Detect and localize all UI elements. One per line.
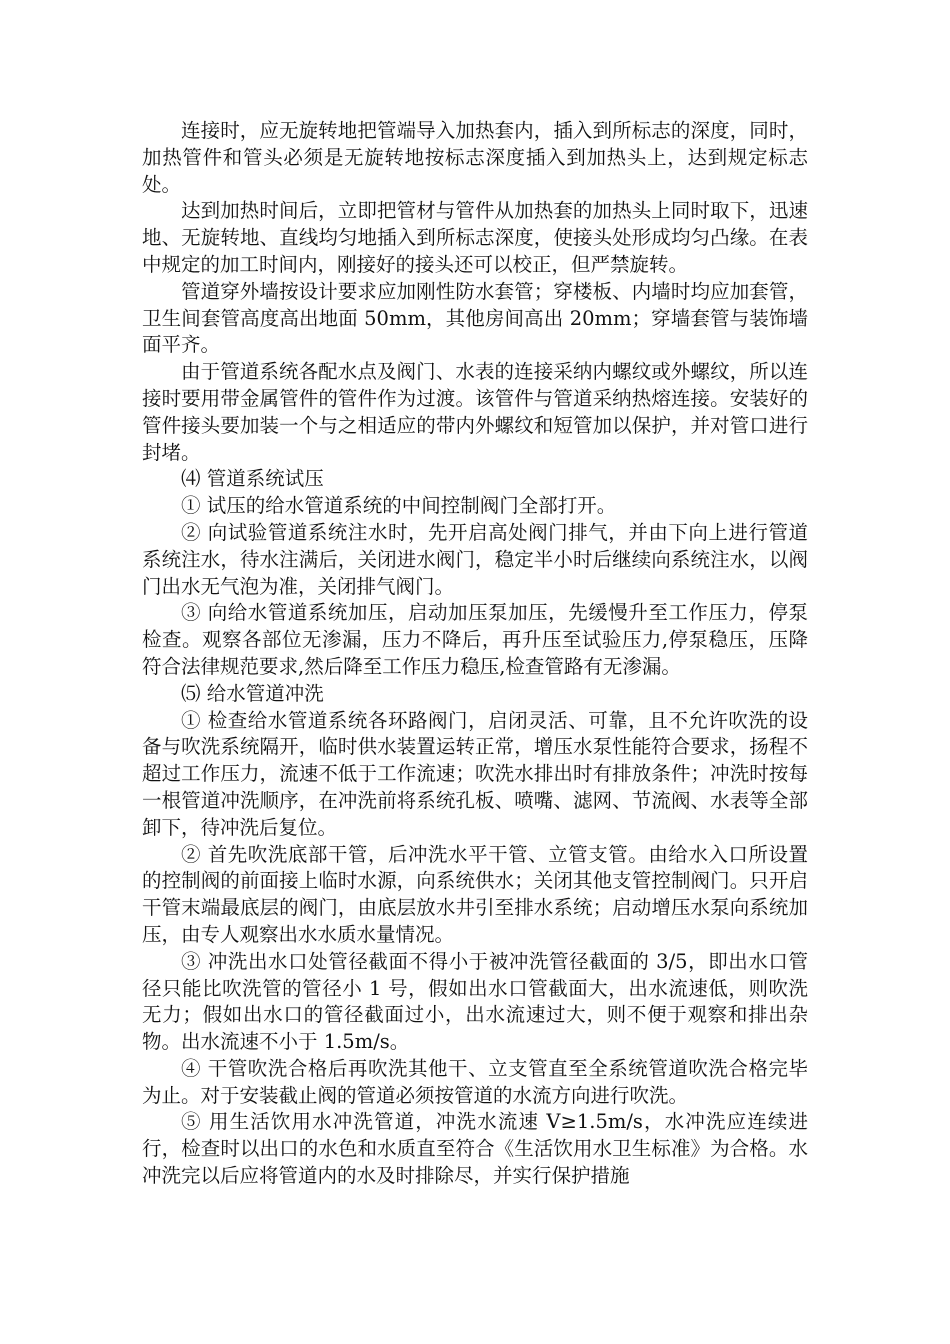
list-item-flushing-3: ③ 冲洗出水口处管径截面不得小于被冲洗管径截面的 3/5，即出水口管径只能比吹洗管的管径小 1 号，假如出水口管截面大，出水流速低，则吹洗无力；假如出水口的管径截面过小，出水流速过大，则不便于观察和排出杂物。出水流速不小于 1.5m/s。 xyxy=(142,949,808,1054)
paragraph-fusion-insertion: 连接时，应无旋转地把管端导入加热套内，插入到所标志的深度，同时，加热管件和管头必须是无旋转地按标志深度插入到加热头上，达到规定标志处。 xyxy=(142,119,808,196)
list-item-flushing-5: ⑤ 用生活饮用水冲洗管道，冲洗水流速 V≥1.5m/s，水冲洗应连续进行，检查时以出口的水色和水质直至符合《生活饮用水卫生标准》为合格。水冲洗完以后应将管道内的水及时排除尽，并实行保护措施 xyxy=(142,1110,808,1188)
paragraph-heating-time: 达到加热时间后，立即把管材与管件从加热套的加热头上同时取下，迅速地、无旋转地、直线均匀地插入到所标志深度，使接头处形成均匀凸缘。在表中规定的加工时间内，刚接好的接头还可以校正，但严禁旋转。 xyxy=(142,199,808,276)
section-heading-flushing: ⑸ 给水管道冲洗 xyxy=(181,681,324,705)
section-heading-pressure-test: ⑷ 管道系统试压 xyxy=(181,467,324,491)
document-body xyxy=(142,118,808,1190)
list-item-flushing-2: ② 首先吹洗底部干管，后冲洗水平干管、立管支管。由给水入口所设置的控制阀的前面接上临时水源，向系统供水；关闭其他支管控制阀门。只开启干管末端最底层的阀门，由底层放水井引至排水系统；启动增压水泵向系统加压，由专人观察出水水质水量情况。 xyxy=(142,842,808,946)
paragraph-threaded-connection: 由于管道系统各配水点及阀门、水表的连接采纳内螺纹或外螺纹，所以连接时要用带金属管件的管件作为过渡。该管件与管道采纳热熔连接。安装好的管件接头要加装一个与之相适应的带内外螺纹和短管加以保护，并对管口进行封堵。 xyxy=(142,360,808,464)
list-item-pressure-2: ② 向试验管道系统注水时，先开启高处阀门排气，并由下向上进行管道系统注水，待水注满后，关闭进水阀门，稳定半小时后继续向系统注水，以阀门出水无气泡为准，关闭排气阀门。 xyxy=(142,520,808,598)
list-item-flushing-4: ④ 干管吹洗合格后再吹洗其他干、立支管直至全系统管道吹洗合格完毕为止。对于安装截止阀的管道必须按管道的水流方向进行吹洗。 xyxy=(142,1056,808,1107)
list-item-pressure-1: ① 试压的给水管道系统的中间控制阀门全部打开。 xyxy=(181,494,617,518)
paragraph-wall-sleeve: 管道穿外墙按设计要求应加刚性防水套管；穿楼板、内墙时均应加套管，卫生间套管高度高出地面 50mm，其他房间高出 20mm；穿墙套管与装饰墙面平齐。 xyxy=(142,279,808,357)
list-item-flushing-1: ① 检查给水管道系统各环路阀门，启闭灵活、可靠，且不允许吹洗的设备与吹洗系统隔开，临时供水装置运转正常，增压水泵性能符合要求，扬程不超过工作压力，流速不低于工作流速；吹洗水排出时有排放条件；冲洗时按每一根管道冲洗顺序，在冲洗前将系统孔板、喷嘴、滤网、节流阀、水表等全部卸下，待冲洗后复位。 xyxy=(142,708,808,839)
list-item-pressure-3: ③ 向给水管道系统加压，启动加压泵加压，先缓慢升至工作压力，停泵检查。观察各部位无渗漏，压力不降后，再升压至试验压力,停泵稳压，压降符合法律规范要求,然后降至工作压力稳压,检查管路有无渗漏。 xyxy=(142,601,808,678)
